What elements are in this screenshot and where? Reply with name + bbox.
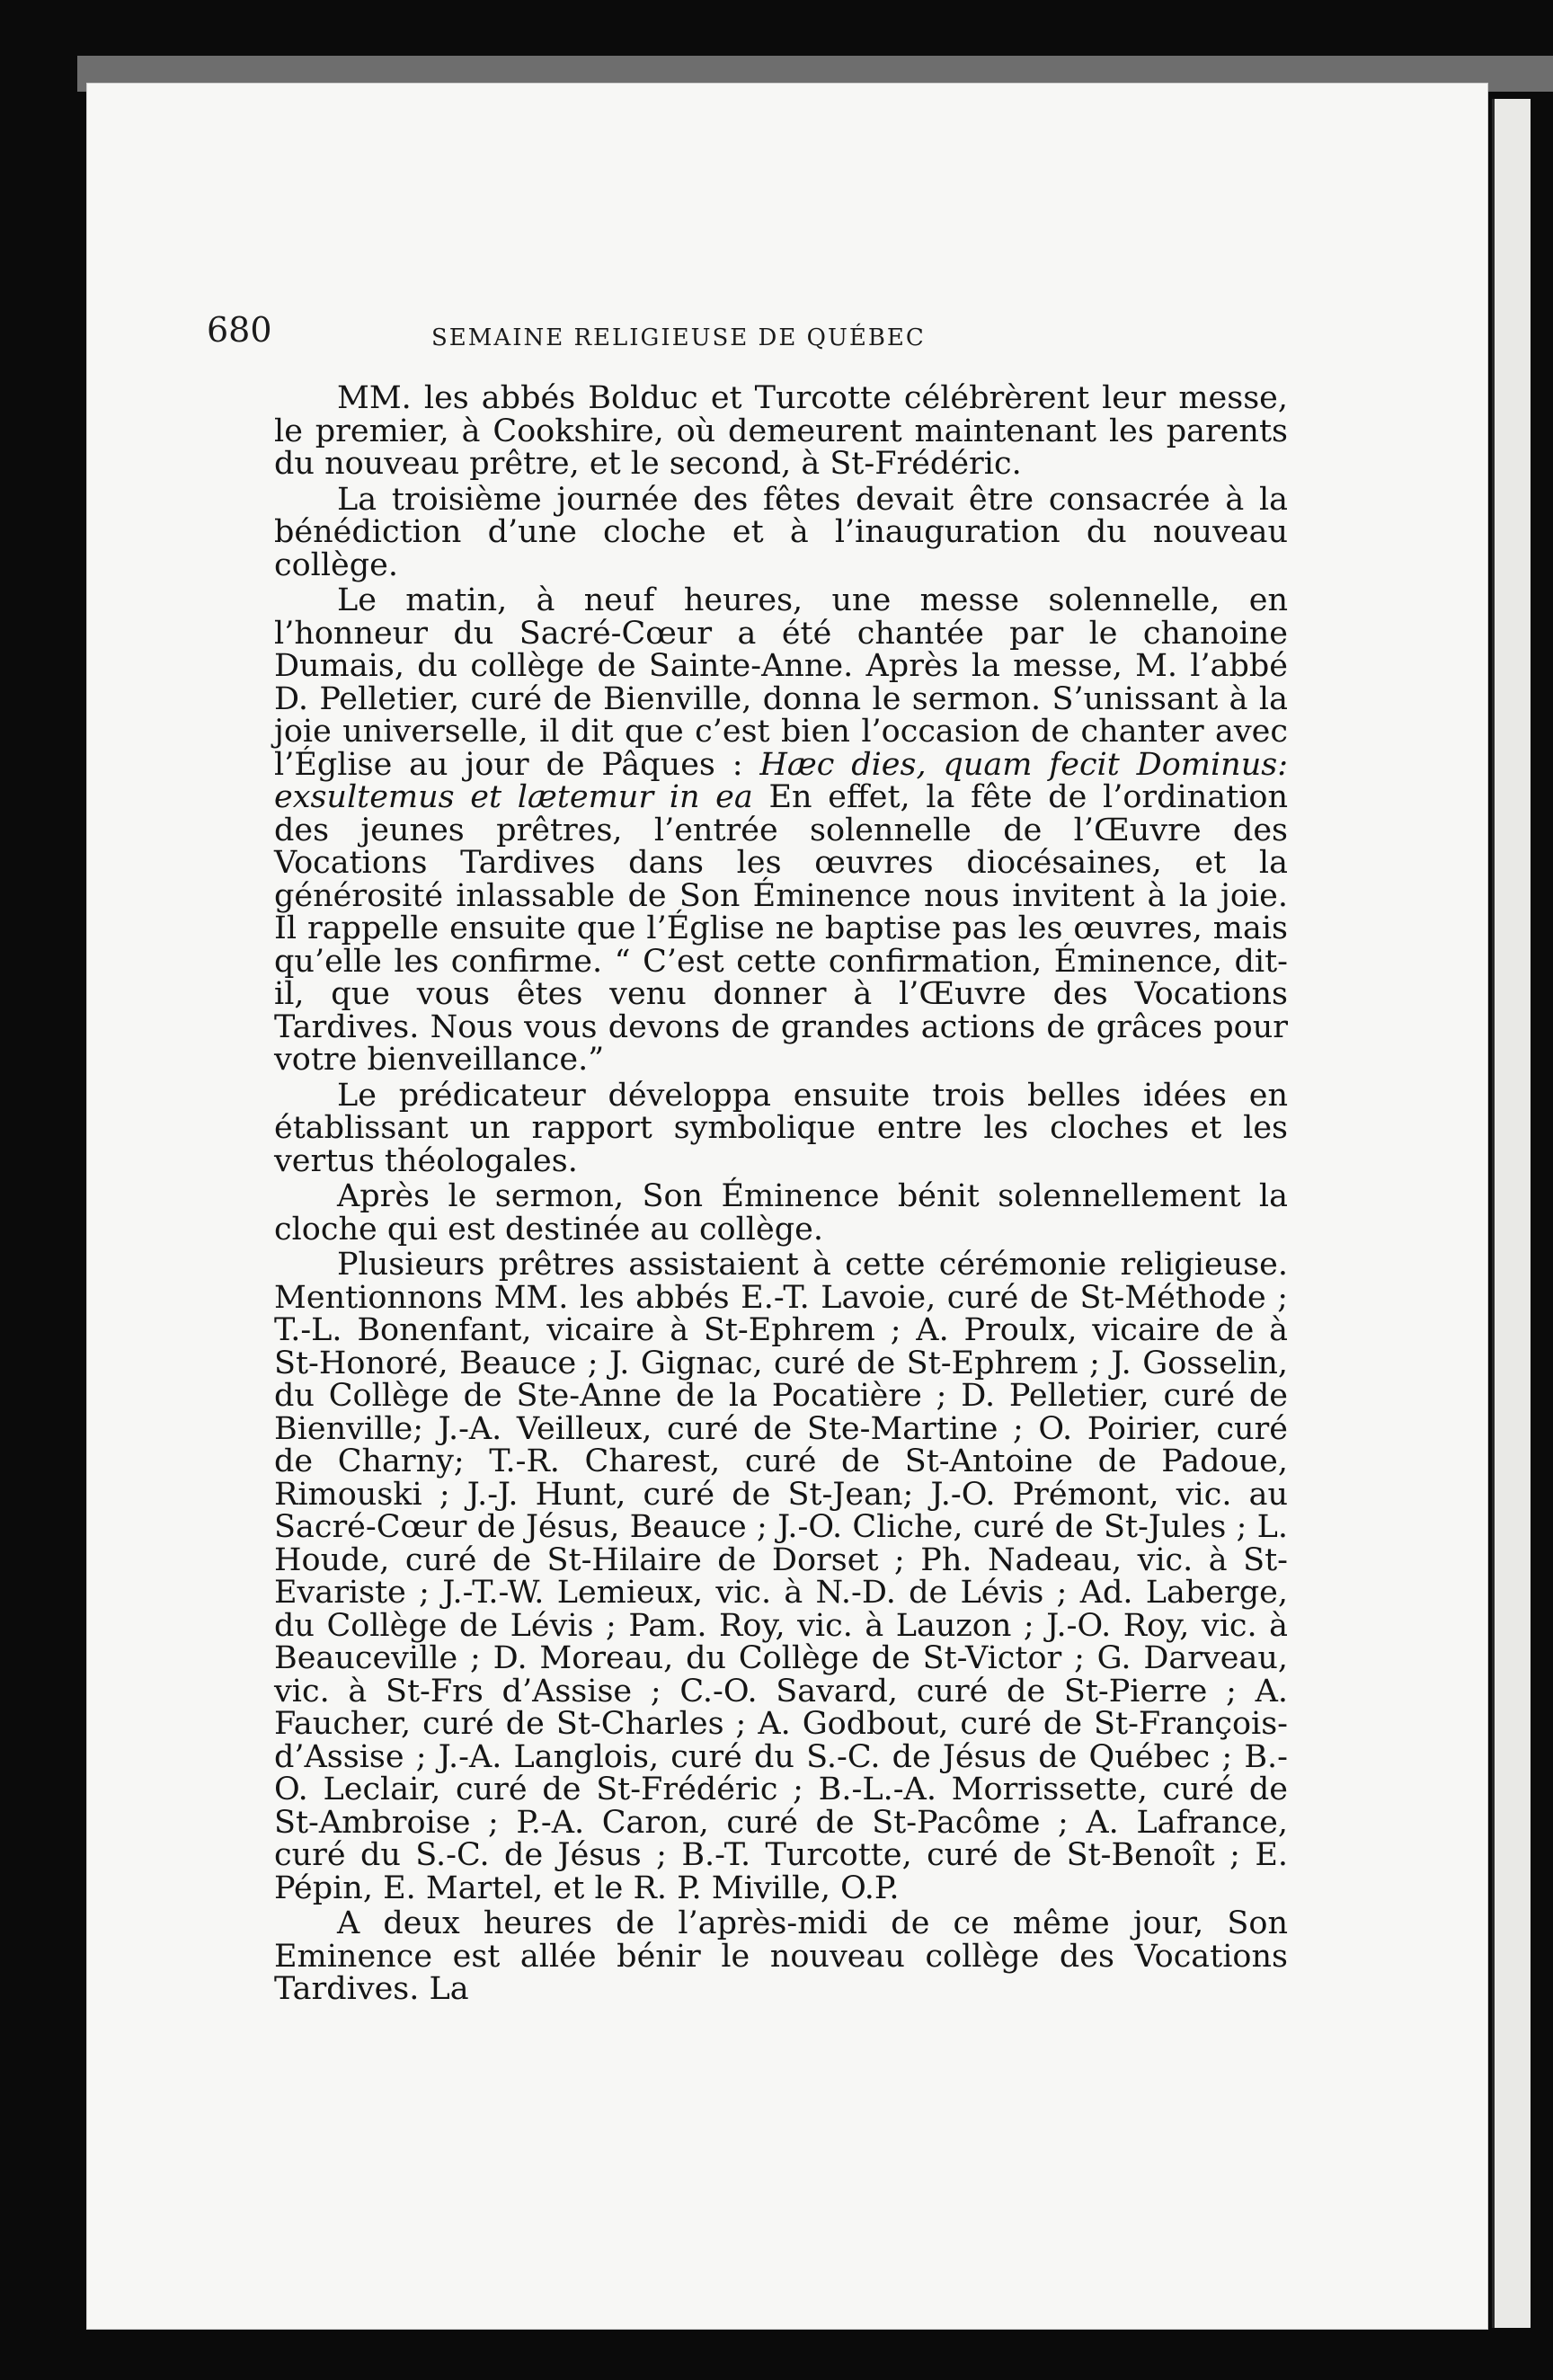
paragraph-1: MM. les abbés Bolduc et Turcotte célébrèrent leur messe, le premier, à Cookshire, où demeurent maintenant les parents du nouveau prêtre, et le second, à St-Frédéric.: [274, 380, 1288, 482]
paragraph-2: La troisième journée des fêtes devait être consacrée à la bénédiction d’une cloche et à l’inauguration du nouveau collège.: [274, 481, 1288, 583]
article-body: [274, 382, 1288, 2006]
page-header: [207, 310, 1285, 355]
paragraph-3: [274, 584, 1288, 1077]
running-head: SEMAINE RELIGIEUSE DE QUÉBEC: [431, 324, 926, 351]
paragraph-3-continuation: En effet, la fête de l’ordination des jeunes prêtres, l’entrée solennelle de l’Œuvre des Vocations Tardives dans les œuvres diocésaines, et la générosité inlassable de Son Éminence nous invitent à la joie. Il rappelle ensuite que l’Église ne baptise pas les œuvres, mais qu’elle les confirme. “ C’est cette confirmation, Éminence, dit-il, que vous êtes venu donner à l’Œuvre des Vocations Tardives. Nous vous devons de grandes actions de grâces pour votre bienveillance.”: [274, 779, 1289, 1078]
paragraph-4: Le prédicateur développa ensuite trois belles idées en établissant un rapport symbolique entre les cloches et les vertus théologales.: [274, 1077, 1288, 1179]
paragraph-7: A deux heures de l’après-midi de ce même jour, Son Eminence est allée bénir le nouveau collège des Vocations Tardives. La: [274, 1905, 1288, 2007]
page-number: 680: [207, 310, 272, 350]
latin-quotation: Hæc dies, quam fecit Dominus: exsultemus et lætemur in ea: [274, 746, 1288, 815]
paragraph-6: Plusieurs prêtres assistaient à cette cérémonie religieuse. Mentionnons MM. les abbés E.-T. Lavoie, curé de St-Méthode ; T.-L. Bonenfant, vicaire à St-Ephrem ; A. Proulx, vicaire de à St-Honoré, Beauce ; J. Gignac, curé de St-Ephrem ; J. Gosselin, du Collège de Ste-Anne de la Pocatière ; D. Pelletier, curé de Bienville; J.-A. Veilleux, curé de Ste-Martine ; O. Poirier, curé de Charny; T.-R. Charest, curé de St-Antoine de Padoue, Rimouski ; J.-J. Hunt, curé de St-Jean; J.-O. Prémont, vic. au Sacré-Cœur de Jésus, Beauce ; J.-O. Cliche, curé de St-Jules ; L. Houde, curé de St-Hilaire de Dorset ; Ph. Nadeau, vic. à St-Evariste ; J.-T.-W. Lemieux, vic. à N.-D. de Lévis ; Ad. Laberge, du Collège de Lévis ; Pam. Roy, vic. à Lauzon ; J.-O. Roy, vic. à Beauceville ; D. Moreau, du Collège de St-Victor ; G. Darveau, vic. à St-Frs d’Assise ; C.-O. Savard, curé de St-Pierre ; A. Faucher, curé de St-Charles ; A. Godbout, curé de St-François-d’Assise ; J.-A. Langlois, curé du S.-C. de Jésus de Québec ; B.-O. Leclair, curé de St-Frédéric ; B.-L.-A. Morrissette, curé de St-Ambroise ; P.-A. Caron, curé de St-Pacôme ; A. Lafrance, curé du S.-C. de Jésus ; B.-T. Turcotte, curé de St-Benoît ; E. Pépin, E. Martel, et le R. P. Miville, O.P.: [274, 1247, 1288, 1906]
adjacent-page-edge: [1492, 99, 1531, 2328]
paragraph-5: Après le sermon, Son Éminence bénit solennellement la cloche qui est destinée au collège.: [274, 1178, 1288, 1248]
paragraph-3-text: Le matin, à neuf heures, une messe solennelle, en l’honneur du Sacré-Cœur a été chantée par le chanoine Dumais, du collège de Sainte-Anne. Après la messe, M. l’abbé D. Pelletier, curé de Bienville, donna le sermon. S’unissant à la joie universelle, il dit que c’est bien l’occasion de chanter avec l’Église au jour de Pâques :: [274, 582, 1288, 783]
